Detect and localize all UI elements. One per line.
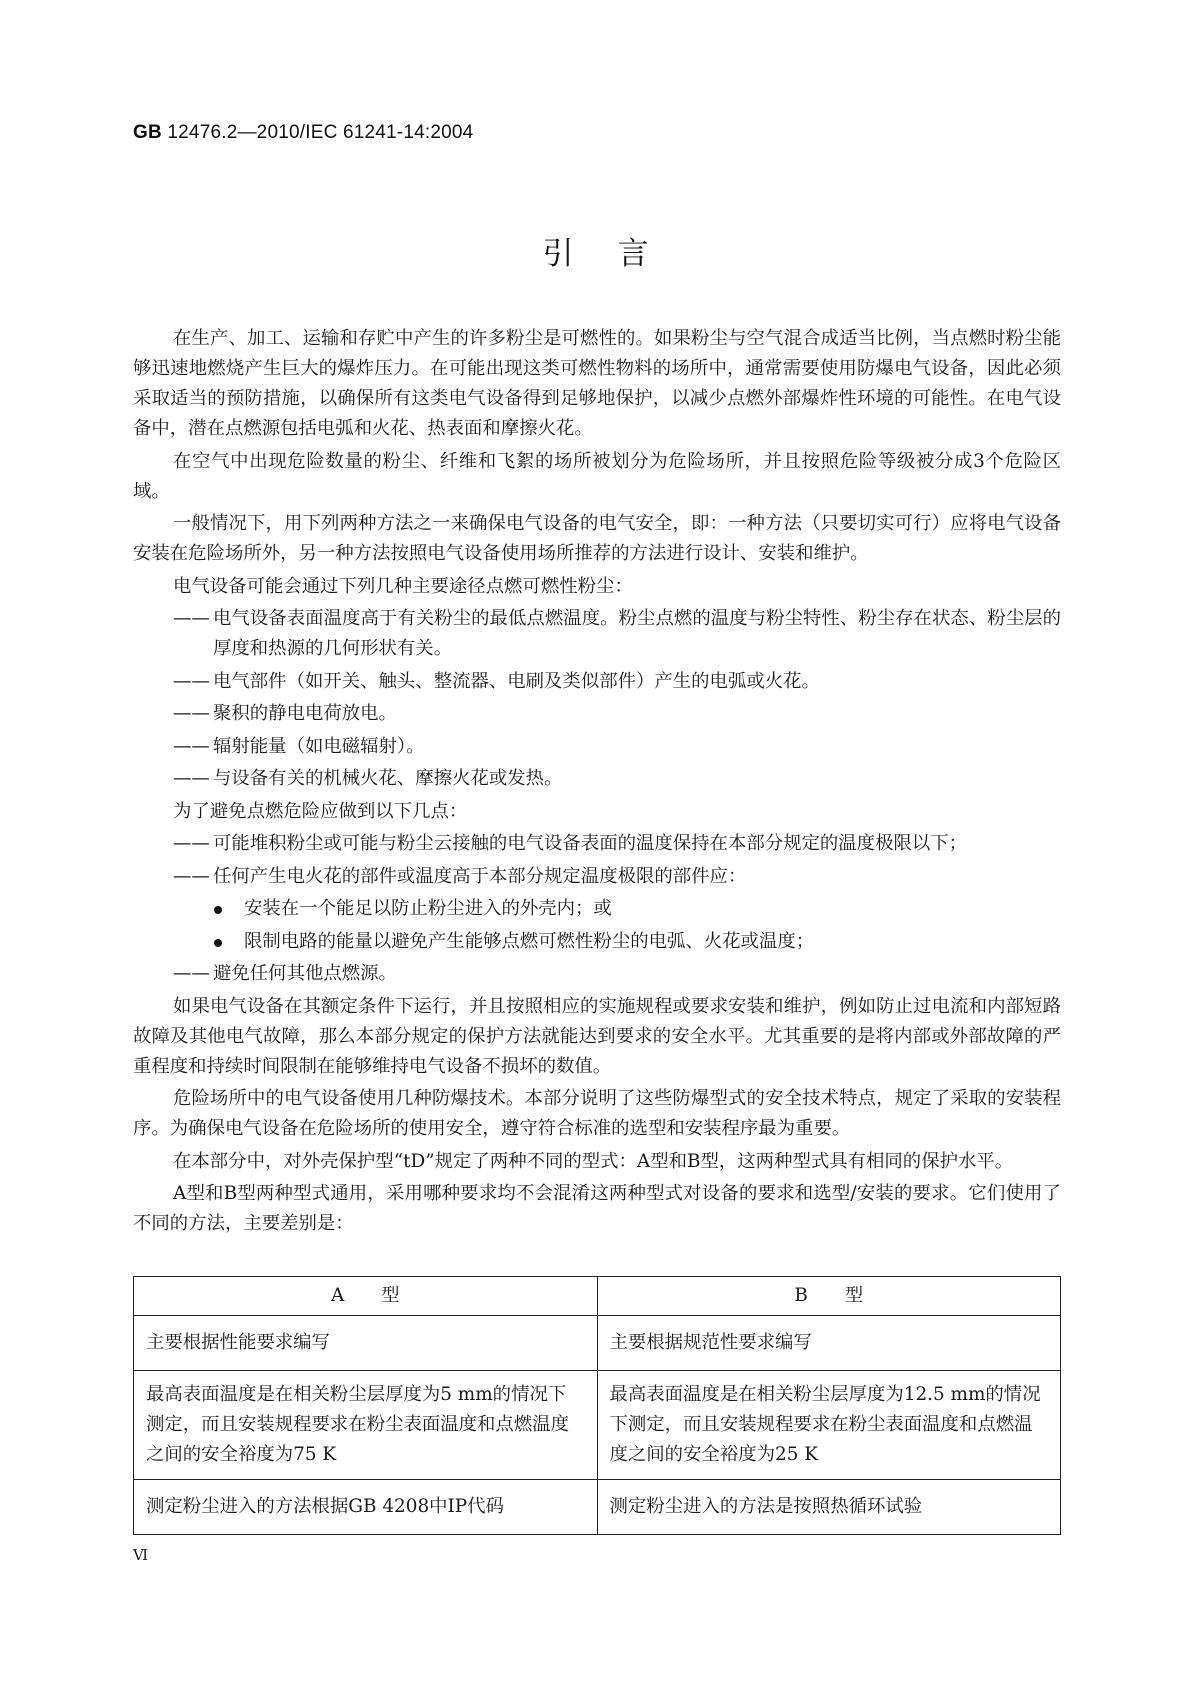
- paragraph: 如果电气设备在其额定条件下运行，并且按照相应的实施规程或要求安装和维护，例如防止过电流和内部短路故障及其他电气故障，那么本部分规定的保护方法就能达到要求的安全水平。尤其重要的是将内部或外部故障的严重程度和持续时间限制在能够维持电气设备不损坏的数值。: [133, 995, 1061, 1077]
- dash-marker: ——: [173, 670, 210, 692]
- paragraph: 在本部分中，对外壳保护型“tD”规定了两种不同的型式：A型和B型，这两种型式具有相同的保护水平。: [173, 1150, 1014, 1172]
- list-item-text: 任何产生电火花的部件或温度高于本部分规定温度极限的部件应：: [213, 865, 747, 887]
- list-item: [133, 604, 1061, 664]
- list-item-text: 可能堆积粉尘或可能与粉尘云接触的电气设备表面的温度保持在本部分规定的温度极限以下；: [213, 833, 968, 854]
- page-number: Ⅵ: [133, 1546, 149, 1564]
- page-title: 引言: [542, 236, 693, 272]
- bullet-dot-icon: [214, 939, 222, 947]
- table-cell: 测定粉尘进入的方法是按照热循环试验: [597, 1480, 1061, 1535]
- table-row: [134, 1480, 1061, 1535]
- list-item: [133, 959, 1061, 989]
- table-row: [134, 1371, 1061, 1480]
- body-text: [133, 324, 1061, 1242]
- dash-marker: ——: [173, 768, 210, 789]
- list-item: [133, 699, 1061, 729]
- bullet-item-text: 安装在一个能足以防止粉尘进入的外壳内；或: [244, 898, 612, 919]
- list-item-text: 辐射能量（如电磁辐射）。: [213, 735, 425, 757]
- list-item: [133, 829, 1061, 859]
- table-cell: 主要根据规范性要求编写: [597, 1316, 1061, 1371]
- dash-marker: ——: [173, 608, 210, 629]
- dash-marker: ——: [173, 703, 210, 724]
- dash-marker: ——: [173, 865, 210, 887]
- paragraph: 在空气中出现危险数量的粉尘、纤维和飞絮的场所被划分为危险场所，并且按照危险等级被分成3个危险区域。: [133, 450, 1061, 502]
- dash-marker: ——: [173, 963, 210, 984]
- comparison-table: [133, 1276, 1061, 1535]
- table-cell: 最高表面温度是在相关粉尘层厚度为5 mm的情况下测定，而且安装规程要求在粉尘表面温度和点燃温度之间的安全裕度为75 K: [134, 1371, 598, 1480]
- table-header-row: [134, 1277, 1061, 1316]
- bullet-item: [133, 894, 1061, 924]
- table-cell: 最高表面温度是在相关粉尘层厚度为12.5 mm的情况下测定，而且安装规程要求在粉尘表面温度和点燃温度之间的安全裕度为25 K: [597, 1371, 1061, 1480]
- paragraph: 为了避免点燃危险应做到以下几点：: [173, 800, 468, 822]
- list-item: [133, 764, 1061, 794]
- table-cell: 测定粉尘进入的方法根据GB 4208中IP代码: [134, 1480, 598, 1535]
- table-cell: 主要根据性能要求编写: [134, 1316, 598, 1371]
- bullet-item-text: 限制电路的能量以避免产生能够点燃可燃性粉尘的电弧、火花或温度；: [244, 930, 815, 952]
- list-item-text: 电气部件（如开关、触头、整流器、电刷及类似部件）产生的电弧或火花。: [213, 670, 820, 692]
- paragraph: 危险场所中的电气设备使用几种防爆技术。本部分说明了这些防爆型式的安全技术特点，规定了采取的安装程序。为确保电气设备在危险场所的使用安全，遵守符合标准的选型和安装程序最为重要。: [133, 1088, 1061, 1139]
- bullet-dot-icon: [214, 906, 222, 914]
- table-row: [134, 1316, 1061, 1371]
- table-header-type-a: A 型: [134, 1277, 598, 1316]
- standard-code: 12476.2—2010/IEC 61241-14:2004: [167, 122, 474, 143]
- list-item-text: 电气设备表面温度高于有关粉尘的最低点燃温度。粉尘点燃的温度与粉尘特性、粉尘存在状态、粉尘层的厚度和热源的几何形状有关。: [213, 608, 1061, 659]
- list-item-text: 避免任何其他点燃源。: [213, 963, 397, 984]
- list-item: [133, 732, 1061, 762]
- dash-marker: ——: [173, 833, 210, 854]
- paragraph: 在生产、加工、运输和存贮中产生的许多粉尘是可燃性的。如果粉尘与空气混合成适当比例，当点燃时粉尘能够迅速地燃烧产生巨大的爆炸压力。在可能出现这类可燃性物料的场所中，通常需要使用防爆电气设备，因此必须采取适当的预防措施，以确保所有这类电气设备得到足够地保护，以减少点燃外部爆炸性环境的可能性。在电气设备中，潜在点燃源包括电弧和火花、热表面和摩擦火花。: [133, 328, 1061, 439]
- list-item-text: 与设备有关的机械火花、摩擦火花或发热。: [213, 768, 563, 789]
- bullet-item: [133, 927, 1061, 957]
- paragraph: A型和B型两种型式通用，采用哪种要求均不会混淆这两种型式对设备的要求和选型/安装的要求。它们使用了不同的方法，主要差别是：: [133, 1183, 1061, 1234]
- paragraph: 电气设备可能会通过下列几种主要途径点燃可燃性粉尘：: [173, 575, 633, 597]
- dash-marker: ——: [173, 735, 210, 757]
- list-item-text: 聚积的静电电荷放电。: [213, 703, 397, 724]
- list-item: [133, 667, 1061, 697]
- standard-prefix: GB: [133, 122, 162, 143]
- document-header: [133, 122, 473, 144]
- paragraph: 一般情况下，用下列两种方法之一来确保电气设备的电气安全，即：一种方法（只要切实可行）应将电气设备安装在危险场所外，另一种方法按照电气设备使用场所推荐的方法进行设计、安装和维护。: [133, 513, 1061, 564]
- list-item: [133, 862, 1061, 892]
- table-header-type-b: B 型: [597, 1277, 1061, 1316]
